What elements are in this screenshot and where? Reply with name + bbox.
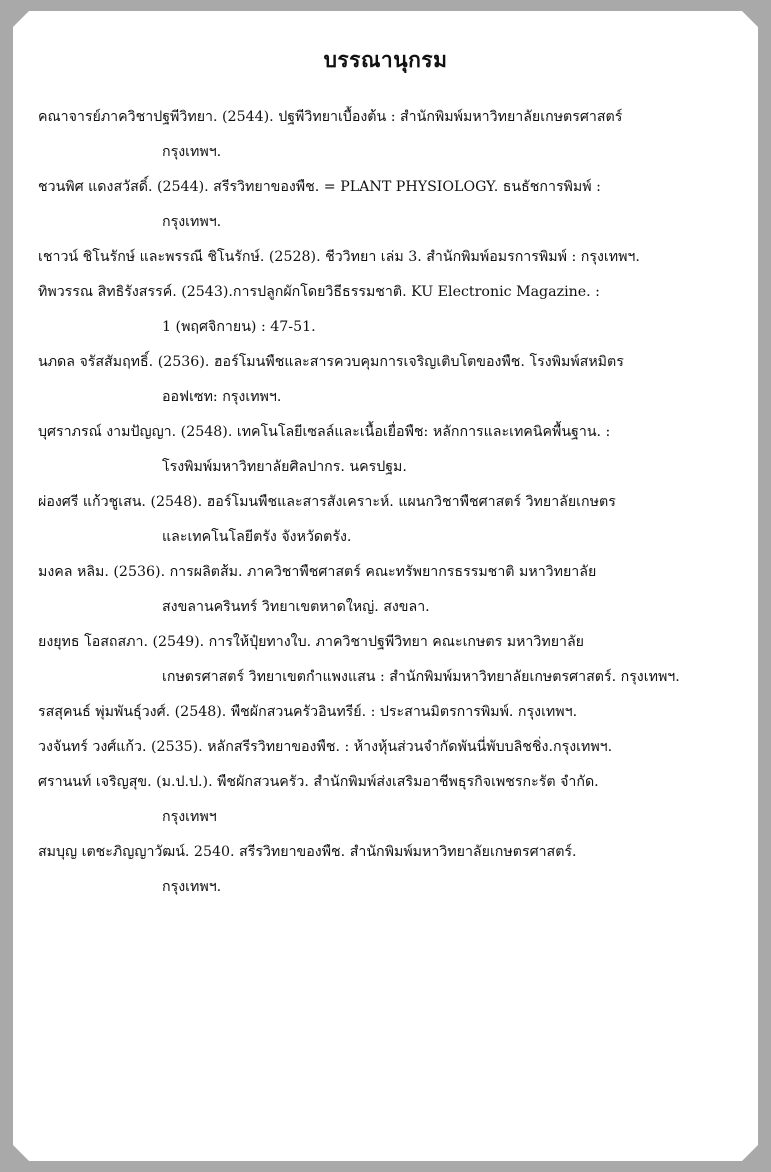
reference-item <box>38 625 741 695</box>
reference-item <box>38 170 741 240</box>
reference-line-continued: กรุงเทพฯ. <box>162 214 222 230</box>
reference-line-continued: เกษตรศาสตร์ วิทยาเขตกำแพงแสน : สำนักพิมพ์มหาวิทยาลัยเกษตรศาสตร์. กรุงเทพฯ. <box>162 669 680 685</box>
reference-line: รสสุคนธ์ พุ่มพันธุ์วงศ์. (2548). พืชผักสวนครัวอินทรีย์. : ประสานมิตรการพิมพ์. กรุงเทพฯ. <box>38 704 578 720</box>
reference-line: ศรานนท์ เจริญสุข. (ม.ป.ป.). พืชผักสวนครัว. สำนักพิมพ์ส่งเสริมอาชีพธุรกิจเพชรกะรัต จำกัด. <box>38 774 599 790</box>
reference-item <box>38 730 741 765</box>
reference-line-continued: และเทคโนโลยีตรัง จังหวัดตรัง. <box>162 529 352 545</box>
reference-line: ชวนพิศ แดงสวัสดิ์. (2544). สรีรวิทยาของพืช. = PLANT PHYSIOLOGY. ธนธัชการพิมพ์ : <box>38 179 601 195</box>
corner-decoration-top-left <box>13 11 29 27</box>
reference-line: นภดล จรัสสัมฤทธิ์. (2536). ฮอร์โมนพืชและสารควบคุมการเจริญเติบโตของพืช. โรงพิมพ์สหมิตร <box>38 354 624 370</box>
reference-line: ยงยุทธ โอสถสภา. (2549). การให้ปุ๋ยทางใบ. ภาควิชาปฐพีวิทยา คณะเกษตร มหาวิทยาลัย <box>38 634 584 650</box>
reference-line: วงจันทร์ วงศ์แก้ว. (2535). หลักสรีรวิทยาของพืช. : ห้างหุ้นส่วนจำกัดพันนี่พับบลิชชิ่ง.กรุงเทพฯ. <box>38 739 613 755</box>
reference-line: มงคล หลิม. (2536). การผลิตส้ม. ภาควิชาพืชศาสตร์ คณะทรัพยากรธรรมชาติ มหาวิทยาลัย <box>38 564 597 580</box>
reference-line: บุศราภรณ์ งามปัญญา. (2548). เทคโนโลยีเซลล์และเนื้อเยื่อพืช: หลักการและเทคนิคพื้นฐาน. : <box>38 424 611 440</box>
reference-line-continued: สงขลานครินทร์ วิทยาเขตหาดใหญ่. สงขลา. <box>162 599 430 615</box>
reference-line: สมบุญ เตชะภิญญาวัฒน์. 2540. สรีรวิทยาของพืช. สำนักพิมพ์มหาวิทยาลัยเกษตรศาสตร์. <box>38 844 577 860</box>
reference-line: เชาวน์ ชิโนรักษ์ และพรรณี ชิโนรักษ์. (2528). ชีววิทยา เล่ม 3. สำนักพิมพ์อมรการพิมพ์ : กรุงเทพฯ. <box>38 249 640 265</box>
reference-item <box>38 100 741 170</box>
reference-line-continued: 1 (พฤศจิกายน) : 47-51. <box>162 319 316 335</box>
reference-line: ทิพวรรณ สิทธิรังสรรค์. (2543).การปลูกผักโดยวิธีธรรมชาติ. KU Electronic Magazine. : <box>38 284 600 300</box>
reference-item <box>38 835 741 905</box>
reference-item <box>38 555 741 625</box>
reference-line: คณาจารย์ภาควิชาปฐพีวิทยา. (2544). ปฐพีวิทยาเบื้องต้น : สำนักพิมพ์มหาวิทยาลัยเกษตรศาสตร์ <box>38 109 623 125</box>
reference-line-continued: กรุงเทพฯ. <box>162 144 222 160</box>
page-title: บรรณานุกรม <box>323 47 448 72</box>
reference-item <box>38 415 741 485</box>
corner-decoration-bottom-right <box>742 1145 758 1161</box>
corner-decoration-bottom-left <box>13 1145 29 1161</box>
corner-decoration-top-right <box>742 11 758 27</box>
reference-item <box>38 485 741 555</box>
reference-item <box>38 240 741 275</box>
reference-list <box>38 100 741 905</box>
reference-item <box>38 345 741 415</box>
reference-line: ผ่องศรี แก้วชูเสน. (2548). ฮอร์โมนพืชและสารสังเคราะห์. แผนกวิชาพืชศาสตร์ วิทยาลัยเกษตร <box>38 494 616 510</box>
reference-line-continued: กรุงเทพฯ. <box>162 879 222 895</box>
reference-line-continued: โรงพิมพ์มหาวิทยาลัยศิลปากร. นครปฐม. <box>162 459 407 475</box>
reference-line-continued: ออฟเซท: กรุงเทพฯ. <box>162 389 282 405</box>
reference-item <box>38 695 741 730</box>
reference-line-continued: กรุงเทพฯ <box>162 809 217 825</box>
reference-item <box>38 275 741 345</box>
reference-item <box>38 765 741 835</box>
